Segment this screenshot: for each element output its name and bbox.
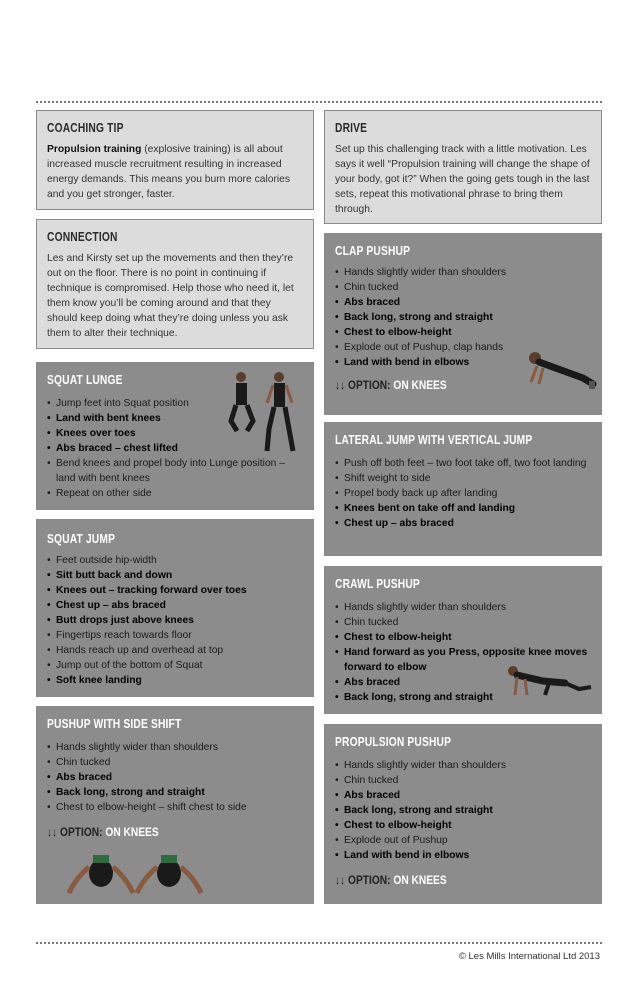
- clap-pushup-title: CLAP PUSHUP: [335, 244, 411, 258]
- crawl-pushup-title: CRAWL PUSHUP: [335, 577, 420, 591]
- squat-lunge-figure: [223, 369, 303, 455]
- crawl-pushup-box: [324, 566, 602, 714]
- drive-text: Set up this challenging track with a little motivation. Les says it well “Propulsion training will change the shape of your body, got it?” When the going gets tough in the last sets, repeat this motivational phrase to bring them through.: [335, 144, 590, 215]
- squat-jump-box: [36, 519, 314, 697]
- coaching-tip-box: [36, 110, 314, 210]
- list-item: • Hands reach up and overhead at top: [47, 643, 303, 658]
- list-item: • Explode out of Pushup: [335, 833, 591, 848]
- crawl-pushup-figure: [503, 663, 597, 703]
- pushup-side-shift-figure: [61, 853, 211, 899]
- list-item: • Chin tucked: [47, 755, 303, 770]
- list-item: • Abs braced: [335, 675, 591, 690]
- list-item: • Chest to elbow-height: [335, 818, 591, 833]
- option-value: ON KNEES: [393, 378, 447, 392]
- squat-lunge-title: SQUAT LUNGE: [47, 373, 123, 387]
- list-item: • Knees bent on take off and landing: [335, 501, 591, 516]
- list-item: • Chin tucked: [335, 280, 591, 295]
- list-item: • Jump feet into Squat position: [47, 396, 303, 411]
- list-item: • Back long, strong and straight: [47, 785, 303, 800]
- connection-title: CONNECTION: [47, 230, 118, 244]
- list-item: • Chest to elbow-height – shift chest to side: [47, 800, 303, 815]
- list-item: • Hands slightly wider than shoulders: [335, 265, 591, 280]
- coaching-tip-lead: Propulsion training: [47, 144, 142, 155]
- down-arrows-icon: ↓↓: [335, 378, 346, 392]
- list-item: • Propel body back up after landing: [335, 486, 591, 501]
- pushup-side-shift-box: [36, 706, 314, 904]
- list-item: • Knees out – tracking forward over toes: [47, 583, 303, 598]
- propulsion-pushup-option: [335, 873, 553, 887]
- option-label: OPTION:: [60, 825, 103, 839]
- bottom-divider: [36, 942, 602, 944]
- propulsion-pushup-title: PROPULSION PUSHUP: [335, 735, 452, 749]
- drive-title: DRIVE: [335, 121, 368, 135]
- list-item: • Push off both feet – two foot take off, two foot landing: [335, 456, 591, 471]
- copyright-footer: © Les Mills International Ltd 2013: [458, 951, 600, 962]
- list-item: • Land with bend in elbows: [335, 355, 591, 370]
- lateral-jump-box: [324, 422, 602, 556]
- list-item: • Chest up – abs braced: [47, 598, 303, 613]
- list-item: • Chest up – abs braced: [335, 516, 591, 531]
- squat-lunge-box: [36, 362, 314, 510]
- list-item: • Sitt butt back and down: [47, 568, 303, 583]
- list-item: • Bend knees and propel body into Lunge position – land with bent knees: [47, 456, 303, 486]
- down-arrows-icon: ↓↓: [47, 825, 58, 839]
- list-item: • Jump out of the bottom of Squat: [47, 658, 303, 673]
- list-item: • Hand forward as you Press, opposite knee moves forward to elbow: [335, 645, 591, 675]
- list-item: • Chin tucked: [335, 615, 591, 630]
- list-item: • Soft knee landing: [47, 673, 303, 688]
- list-item: • Abs braced: [47, 770, 303, 785]
- list-item: • Back long, strong and straight: [335, 310, 591, 325]
- pushup-side-shift-list: [47, 740, 303, 815]
- lateral-jump-title: LATERAL JUMP WITH VERTICAL JUMP: [335, 433, 533, 447]
- pushup-side-shift-option: [47, 825, 265, 839]
- list-item: • Chin tucked: [335, 773, 591, 788]
- propulsion-pushup-list: [335, 758, 591, 863]
- coaching-tip-body: (explosive training) is all about increased muscle recruitment resulting in increased energy demands. This means you burn more calories and you get stronger, faster.: [47, 144, 291, 200]
- list-item: • Land with bent knees: [47, 411, 303, 426]
- list-item: • Abs braced: [335, 788, 591, 803]
- squat-jump-list: [47, 553, 303, 688]
- list-item: • Chest to elbow-height: [335, 325, 591, 340]
- top-divider: [36, 101, 602, 103]
- coaching-tip-title: COACHING TIP: [47, 121, 124, 135]
- list-item: • Fingertips reach towards floor: [47, 628, 303, 643]
- list-item: • Hands slightly wider than shoulders: [47, 740, 303, 755]
- list-item: • Abs braced: [335, 295, 591, 310]
- list-item: • Chest to elbow-height: [335, 630, 591, 645]
- clap-pushup-box: [324, 233, 602, 415]
- option-label: OPTION:: [348, 873, 391, 887]
- pushup-side-shift-title: PUSHUP WITH SIDE SHIFT: [47, 717, 182, 731]
- list-item: • Hands slightly wider than shoulders: [335, 600, 591, 615]
- option-value: ON KNEES: [393, 873, 447, 887]
- list-item: • Abs braced – chest lifted: [47, 441, 303, 456]
- clap-pushup-figure: [513, 348, 597, 398]
- list-item: • Land with bend in elbows: [335, 848, 591, 863]
- lateral-jump-list: [335, 456, 591, 531]
- option-value: ON KNEES: [105, 825, 159, 839]
- connection-text: Les and Kirsty set up the movements and then they’re out on the floor. There is no point in continuing if technique is compromised. Help those who need it, let them know you’ll be coming around and that they should keep doing what they’re doing unless you ask them to alter their technique.: [47, 253, 294, 339]
- down-arrows-icon: ↓↓: [335, 873, 346, 887]
- drive-box: [324, 110, 602, 224]
- list-item: • Hands slightly wider than shoulders: [335, 758, 591, 773]
- squat-jump-title: SQUAT JUMP: [47, 532, 116, 546]
- list-item: • Repeat on other side: [47, 486, 303, 501]
- list-item: • Explode out of Pushup, clap hands: [335, 340, 591, 355]
- option-label: OPTION:: [348, 378, 391, 392]
- list-item: • Knees over toes: [47, 426, 303, 441]
- list-item: • Shift weight to side: [335, 471, 591, 486]
- list-item: • Back long, strong and straight: [335, 690, 591, 705]
- coaching-tip-text: [47, 142, 303, 202]
- propulsion-pushup-box: [324, 724, 602, 904]
- list-item: • Back long, strong and straight: [335, 803, 591, 818]
- list-item: • Feet outside hip-width: [47, 553, 303, 568]
- connection-box: [36, 219, 314, 349]
- list-item: • Butt drops just above knees: [47, 613, 303, 628]
